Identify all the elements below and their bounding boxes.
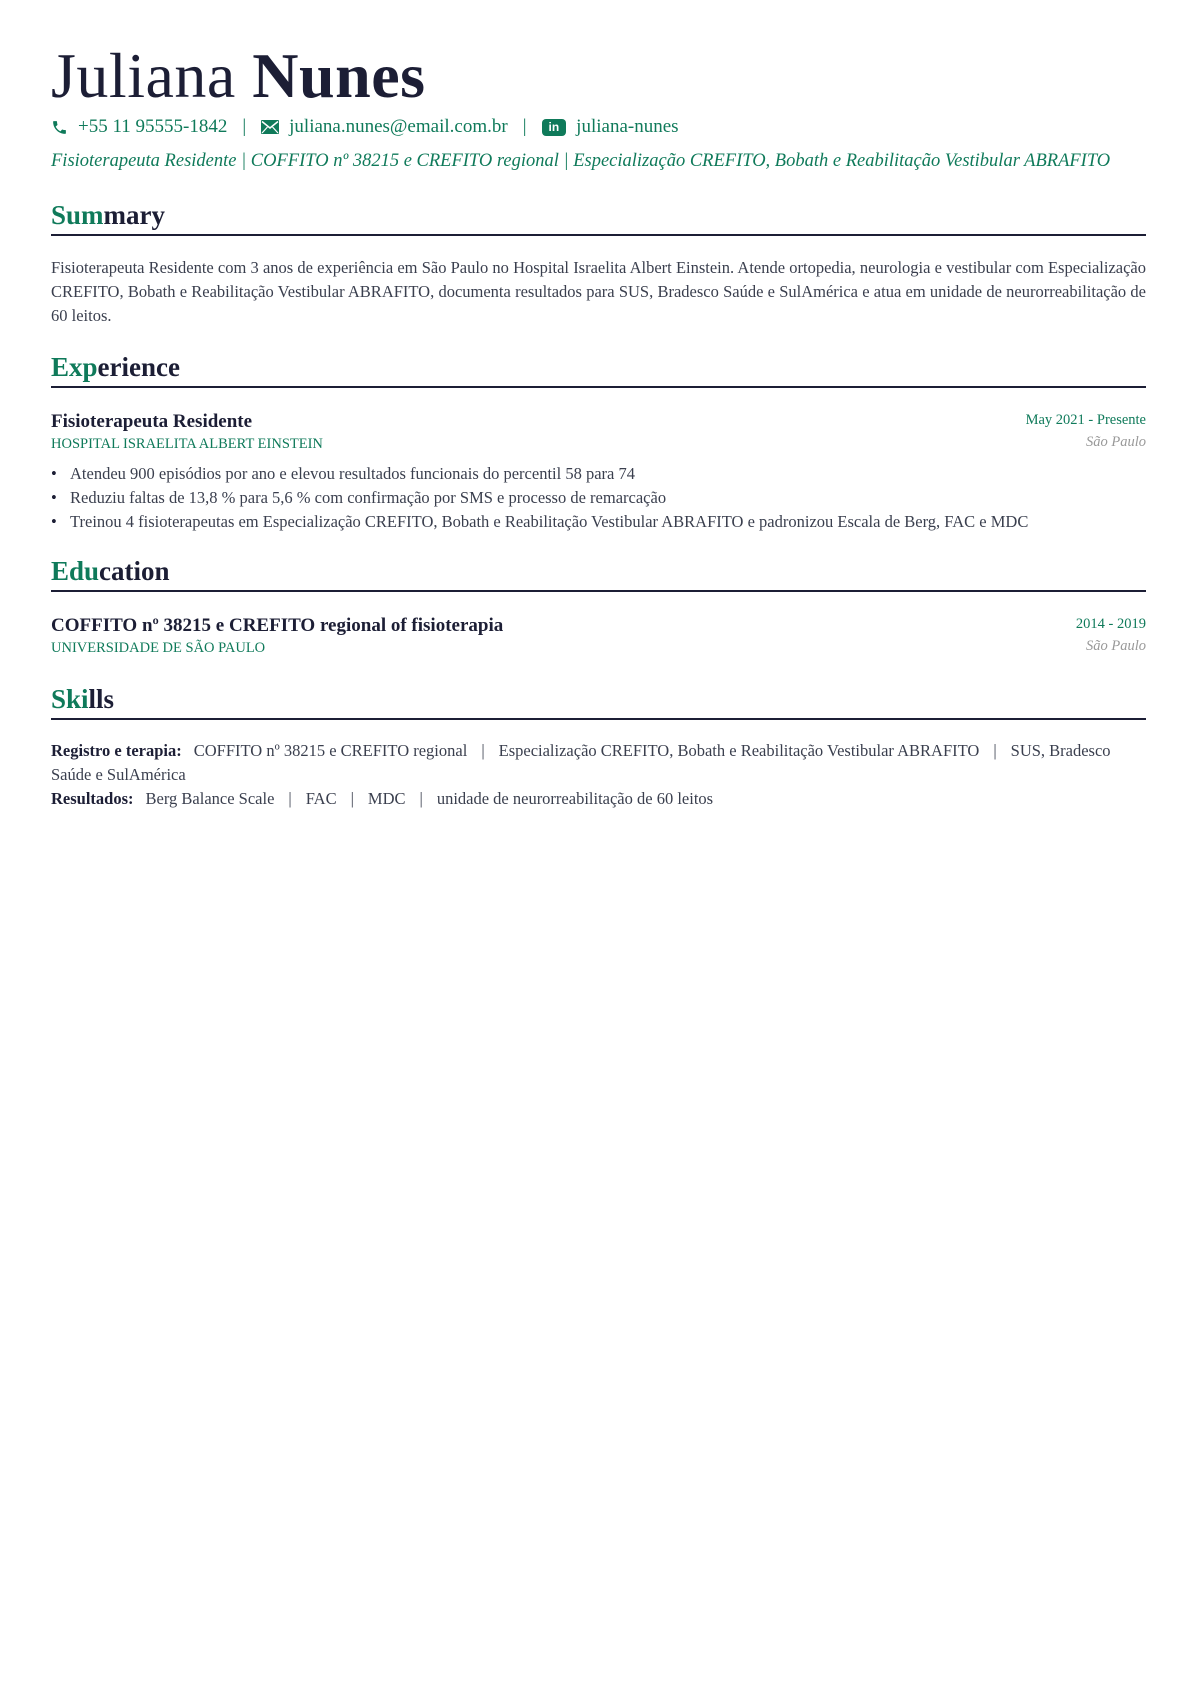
skill-group-label: Resultados: <box>51 789 134 808</box>
experience-bullets <box>51 462 1146 534</box>
contact-separator: | <box>242 116 247 137</box>
email-contact[interactable] <box>261 116 508 138</box>
email-icon <box>261 120 279 134</box>
education-dates: 2014 - 2019 <box>1075 616 1146 632</box>
phone-number: +55 11 95555-1842 <box>78 116 228 137</box>
list-item: • Reduziu faltas de 13,8 % para 5,6 % com confirmação por SMS e processo de remarcação <box>51 486 1146 510</box>
section-title-accent: Ski <box>51 684 89 714</box>
education-location: São Paulo <box>1085 638 1146 654</box>
list-item: • Treinou 4 fisioterapeutas em Especialização CREFITO, Bobath e Reabilitação Vestibular ABRAFITO e padronizou Escala de Berg, FAC e MDC <box>51 510 1146 534</box>
list-item: • Atendeu 900 episódios por ano e elevou resultados funcionais do percentil 58 para 74 <box>51 462 1146 486</box>
last-name: Nunes <box>252 40 426 111</box>
section-title-skills <box>51 682 1146 720</box>
skill-group-label: Registro e terapia: <box>51 741 182 760</box>
section-title-education <box>51 554 1146 592</box>
skill-item: MDC <box>367 789 406 808</box>
skill-item: unidade de neurorreabilitação de 60 leitos <box>436 789 714 808</box>
skill-separator: | <box>350 789 354 808</box>
skill-separator: | <box>481 741 485 760</box>
section-title-rest: cation <box>99 556 170 586</box>
section-title-rest: mary <box>103 200 166 230</box>
skill-separator: | <box>288 789 292 808</box>
section-title-rest: erience <box>97 352 180 382</box>
skill-item: FAC <box>305 789 337 808</box>
email-address: juliana.nunes@email.com.br <box>289 116 508 137</box>
linkedin-handle: juliana-nunes <box>576 116 679 137</box>
skill-separator: | <box>419 789 423 808</box>
job-dates: May 2021 - Presente <box>1025 412 1146 428</box>
summary-text: Fisioterapeuta Residente com 3 anos de experiência em São Paulo no Hospital Israelita Albert Einstein. Atende ortopedia, neurologia e vestibular com Especialização CREFITO, Bobath e Reabilitação Vestibular ABRAFITO, documenta resultados para SUS, Bradesco Saúde e SulAmérica e atua em unidade de neurorreabilitação de 60 leitos. <box>51 258 1146 325</box>
section-title-summary <box>51 198 1146 236</box>
skill-group <box>51 739 1146 787</box>
phone-contact[interactable] <box>51 116 227 138</box>
section-title-accent: Exp <box>51 352 98 382</box>
skill-item: COFFITO nº 38215 e CREFITO regional <box>193 741 468 760</box>
school: UNIVERSIDADE DE SÃO PAULO <box>51 640 266 656</box>
phone-icon <box>51 119 68 136</box>
contact-separator: | <box>522 116 527 137</box>
linkedin-icon: in <box>542 119 567 136</box>
job-location: São Paulo <box>1085 434 1146 450</box>
section-title-accent: Edu <box>51 556 100 586</box>
linkedin-contact[interactable] <box>542 116 679 138</box>
job-title: Fisioterapeuta Residente <box>51 411 253 432</box>
skill-separator: | <box>993 741 997 760</box>
section-title-accent: Sum <box>51 200 104 230</box>
skill-item: Especialização CREFITO, Bobath e Reabilitação Vestibular ABRAFITO <box>498 741 980 760</box>
contact-bar <box>51 112 679 142</box>
professional-headline: Fisioterapeuta Residente | COFFITO nº 38215 e CREFITO regional | Especialização CREFITO, Bobath e Reabilitação Vestibular ABRAFITO <box>51 151 1111 171</box>
employer: HOSPITAL ISRAELITA ALBERT EINSTEIN <box>51 436 323 452</box>
first-name: Juliana <box>51 40 236 111</box>
degree: COFFITO nº 38215 e CREFITO regional of fisioterapia <box>51 615 504 636</box>
candidate-name <box>51 40 426 112</box>
section-title-experience <box>51 350 1146 388</box>
skill-item: SUS, Bradesco Saúde e SulAmérica <box>51 741 1111 784</box>
skills-list <box>51 739 1146 811</box>
skill-group <box>51 787 1146 811</box>
section-title-rest: lls <box>88 684 115 714</box>
experience-entry <box>51 410 1146 454</box>
education-entry <box>51 614 1146 658</box>
skill-item: Berg Balance Scale <box>145 789 275 808</box>
